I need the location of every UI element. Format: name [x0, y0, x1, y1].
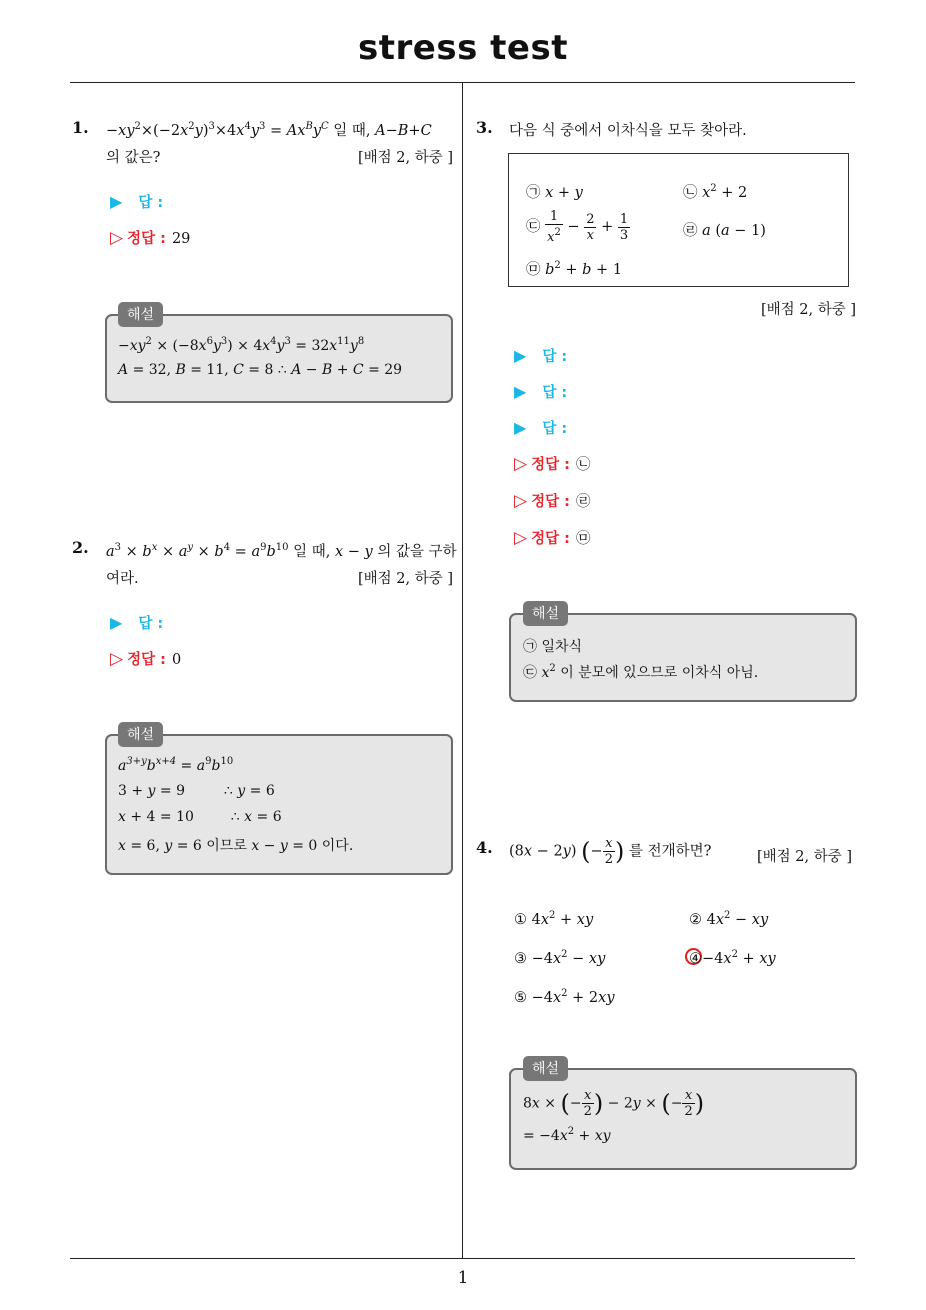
solution-line: 3 + y = 9 ∴ y = 6: [118, 783, 275, 799]
outline-triangle-icon: ▷: [110, 649, 124, 669]
answer-field[interactable]: [514, 417, 567, 438]
solution-line: ㉢ $x^2$ 이 분모에 있으므로 이차식 아님.: [523, 663, 759, 681]
play-icon: ▶: [110, 613, 123, 632]
outline-triangle-icon: ▷: [110, 228, 124, 248]
choice-3[interactable]: ③ $-4x^2$ − xy: [514, 949, 606, 967]
solution-line: x = 6, y = 6 이므로 x − y = 0 이다.: [118, 838, 354, 854]
correct-value: 0: [171, 652, 182, 668]
correct-label: 정답 :: [531, 494, 570, 510]
question-1-score: [배점 2, 하중 ]: [357, 150, 453, 166]
item-mark: ㉡: [683, 185, 698, 201]
question-2-when: 일 때,: [293, 544, 331, 560]
solution-line: A = 32, B = 11, C = 8 ∴ A − B + C = 29: [118, 362, 403, 378]
item-mark: ㉢: [523, 665, 537, 681]
play-icon: ▶: [514, 346, 527, 365]
solution-line: x + 4 = 10 ∴ x = 6: [118, 809, 282, 825]
question-number: 3.: [476, 118, 493, 137]
outline-triangle-icon: ▷: [514, 454, 528, 474]
solution-text: 일차식: [541, 639, 583, 655]
question-number: 4.: [476, 838, 493, 857]
solution-tag: 해설: [118, 722, 163, 747]
answer-field[interactable]: [514, 381, 567, 402]
item-mark: ㉢: [526, 219, 541, 235]
correct-answer: [110, 227, 190, 248]
choice-5[interactable]: ⑤ $-4x^2 + 2xy$: [514, 988, 615, 1006]
correct-label: 정답 :: [127, 652, 166, 668]
question-number: 1.: [72, 118, 89, 137]
correct-label: 정답 :: [531, 457, 570, 473]
outline-triangle-icon: ▷: [514, 491, 528, 511]
correct-label: 정답 :: [531, 531, 570, 547]
solution-text: 이 분모에 있으므로 이차식 아님.: [560, 665, 759, 681]
answer-label: 답 :: [542, 349, 568, 365]
expression-item: ㉠ x + y: [526, 185, 583, 201]
correct-value: ㉡: [575, 457, 591, 473]
question-1-line-1: $-xy^2\times(-2x^2y)^3\times 4x^4y^3 = Ax^By^C$ 일 때, A−B+C: [106, 121, 432, 139]
question-4-text: (8x − 2y) (− $\frac{x}{2}$ ) 를 전개하면?: [509, 836, 712, 867]
expression-item: ㉤ $b^2 + b + 1$: [526, 260, 623, 278]
question-3-score: [배점 2, 하중 ]: [760, 302, 856, 318]
answer-field[interactable]: [110, 612, 163, 633]
correct-answer: [514, 453, 590, 474]
choice-2[interactable]: ② $4x^2$ − xy: [689, 910, 769, 928]
answer-label: 답 :: [138, 195, 164, 211]
solution-box: [509, 613, 857, 702]
choice-mark: ③: [514, 951, 527, 967]
answer-field[interactable]: [514, 345, 567, 366]
correct-answer: [514, 527, 590, 548]
item-mark: ㉠: [523, 639, 537, 655]
item-mark: ㉣: [683, 223, 698, 239]
question-3-text: 다음 식 중에서 이차식을 모두 찾아라.: [509, 123, 747, 139]
solution-box: [105, 314, 453, 403]
column-divider: [462, 83, 463, 1258]
expression-item: ㉢ $\frac{1}{x^2}$ − $\frac{2}{x}$ + $\frac{1}{3}$: [526, 209, 629, 245]
answer-label: 답 :: [542, 421, 568, 437]
answer-label: 답 :: [138, 616, 164, 632]
item-mark: ㉠: [526, 185, 541, 201]
expression-item: ㉡ $x^2 + 2$: [683, 183, 748, 201]
question-4-phrase: 를 전개하면?: [628, 843, 712, 860]
play-icon: ▶: [514, 418, 527, 437]
correct-answer: [110, 648, 181, 669]
solution-line: [523, 636, 582, 656]
page-number: 1: [457, 1268, 469, 1288]
choice-1[interactable]: ① $4x^2$ + xy: [514, 910, 594, 928]
question-1-when: 일 때,: [333, 123, 371, 139]
solution-tag: 해설: [523, 1056, 568, 1081]
choice-mark: ④: [689, 951, 702, 967]
answer-label: 답 :: [542, 385, 568, 401]
solution-line: $a^{3+y}b^{x+4} = a^9b^{10}$: [118, 756, 234, 774]
question-number: 2.: [72, 538, 89, 557]
play-icon: ▶: [514, 382, 527, 401]
correct-label: 정답 :: [127, 231, 166, 247]
question-2-value-text: 의 값을 구하: [377, 544, 457, 560]
solution-box: [509, 1068, 857, 1170]
choice-mark: ⑤: [514, 990, 527, 1006]
choice-4[interactable]: $④-4x^2$ + xy: [689, 949, 776, 967]
outline-triangle-icon: ▷: [514, 528, 528, 548]
solution-text: 이므로: [206, 838, 247, 854]
correct-value: ㉣: [575, 494, 591, 510]
question-1-line-2: 의 값은?: [106, 150, 161, 166]
solution-line: $-xy^2 \times (-8x^6y^3) \times 4x^4y^3 = 32x^{11}y^8$: [118, 336, 365, 354]
correct-value: ㉤: [575, 531, 591, 547]
correct-answer: [514, 490, 590, 511]
question-4-score: [배점 2, 하중 ]: [756, 849, 852, 865]
solution-line: 8x × (− $\frac{x}{2}$ ) − 2y × (− $\frac{x}{2}$ ): [523, 1088, 705, 1119]
solution-line: = $-4x^2$ + xy: [523, 1126, 611, 1144]
question-2-line-1: $a^3 \times b^x \times a^y \times b^4 = a^9b^{10}$ 일 때, x − y 의 값을 구하: [106, 542, 457, 560]
footer-rule: [70, 1258, 855, 1259]
play-icon: ▶: [110, 192, 123, 211]
correct-value: 29: [171, 231, 191, 247]
choice-mark: ①: [514, 912, 527, 928]
solution-tag: 해설: [118, 302, 163, 327]
solution-text: 이다.: [321, 838, 354, 854]
item-mark: ㉤: [526, 262, 541, 278]
answer-field[interactable]: [110, 191, 163, 212]
solution-tag: 해설: [523, 601, 568, 626]
choice-mark: ②: [689, 912, 702, 928]
question-2-score: [배점 2, 하중 ]: [357, 571, 453, 587]
expression-item: ㉣ a (a − 1): [683, 223, 766, 239]
question-2-line-2: 여라.: [106, 571, 139, 587]
page-title: stress test: [358, 28, 568, 68]
